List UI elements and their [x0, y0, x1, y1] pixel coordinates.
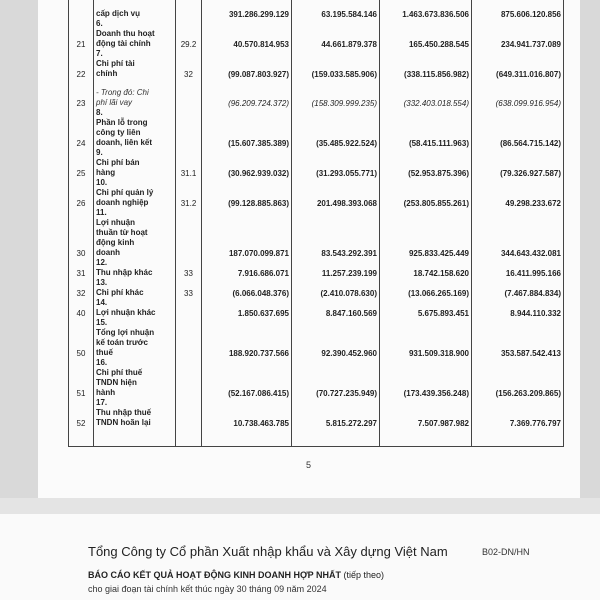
value-cell: (6.066.048.376)	[202, 278, 292, 298]
row-label-cell	[94, 79, 176, 108]
row-note	[176, 298, 202, 318]
row-label-cell	[94, 108, 176, 148]
value-cell: 63.195.584.146	[292, 0, 380, 19]
value-cell: 7.916.686.071	[202, 258, 292, 278]
value-cell: 1.463.673.836.506	[380, 0, 472, 19]
value-cell: 40.570.814.953	[202, 19, 292, 49]
row-note: 29.2	[176, 19, 202, 49]
value-cell: (7.467.884.834)	[472, 278, 564, 298]
table-row	[69, 298, 564, 318]
row-number: 7.	[96, 49, 103, 58]
row-note	[176, 208, 202, 258]
row-label: Phần lỗ trong công ty liên doanh, liên kết	[96, 118, 153, 147]
value-cell: 875.606.120.856	[472, 0, 564, 19]
row-label: Chi phí thuế TNDN hiện hành	[96, 368, 143, 397]
row-code: 21	[69, 19, 94, 49]
value-cell: (13.066.265.169)	[380, 278, 472, 298]
value-cell: 8.944.110.332	[472, 298, 564, 318]
table-row	[69, 178, 564, 208]
row-code: 52	[69, 398, 94, 428]
report-title	[88, 570, 384, 580]
value-cell: (70.727.235.949)	[292, 358, 380, 398]
row-code: 30	[69, 208, 94, 258]
value-cell: 18.742.158.620	[380, 258, 472, 278]
value-cell: 188.920.737.566	[202, 318, 292, 358]
value-cell	[472, 428, 564, 447]
row-note	[176, 358, 202, 398]
row-note: 33	[176, 278, 202, 298]
row-note: 32	[176, 49, 202, 79]
value-cell: (99.087.803.927)	[202, 49, 292, 79]
table-row	[69, 79, 564, 108]
value-cell: 7.369.776.797	[472, 398, 564, 428]
row-note	[176, 428, 202, 447]
value-cell: (31.293.055.771)	[292, 148, 380, 178]
row-number: 16.	[96, 358, 108, 367]
row-label-cell	[94, 278, 176, 298]
row-number: 10.	[96, 178, 108, 187]
row-label: Lợi nhuận khác	[96, 308, 156, 317]
row-label-cell	[94, 19, 176, 49]
table-row	[69, 108, 564, 148]
row-label-cell	[94, 428, 176, 447]
value-cell: (79.326.927.587)	[472, 148, 564, 178]
row-label-cell	[94, 358, 176, 398]
table-row	[69, 358, 564, 398]
value-cell: (253.805.855.261)	[380, 178, 472, 208]
value-cell: (2.410.078.630)	[292, 278, 380, 298]
value-cell: (638.099.916.954)	[472, 79, 564, 108]
row-code: 25	[69, 148, 94, 178]
row-number: 13.	[96, 278, 108, 287]
row-code: 32	[69, 278, 94, 298]
table-row	[69, 398, 564, 428]
table-row	[69, 19, 564, 49]
row-label: Chi phí quản lý doanh nghiệp	[96, 188, 154, 207]
row-label-cell	[94, 298, 176, 318]
value-cell: 49.298.233.672	[472, 178, 564, 208]
value-cell: (30.962.939.032)	[202, 148, 292, 178]
value-cell: (35.485.922.524)	[292, 108, 380, 148]
value-cell: (338.115.856.982)	[380, 49, 472, 79]
value-cell: 5.815.272.297	[292, 398, 380, 428]
value-cell: 187.070.099.871	[202, 208, 292, 258]
row-number: 9.	[96, 148, 103, 157]
row-label-cell	[94, 148, 176, 178]
table-row	[69, 258, 564, 278]
value-cell: 234.941.737.089	[472, 19, 564, 49]
table-row	[69, 148, 564, 178]
row-note: 31.2	[176, 178, 202, 208]
row-note: 31.1	[176, 148, 202, 178]
value-cell: (158.309.999.235)	[292, 79, 380, 108]
row-note	[176, 318, 202, 358]
value-cell: 7.507.987.982	[380, 398, 472, 428]
value-cell: 201.498.393.068	[292, 178, 380, 208]
row-note	[176, 108, 202, 148]
value-cell: (159.033.585.906)	[292, 49, 380, 79]
form-code: B02-DN/HN	[482, 547, 530, 557]
row-code: 40	[69, 298, 94, 318]
report-title-suffix: (tiếp theo)	[343, 570, 385, 580]
value-cell: 391.286.299.129	[202, 0, 292, 19]
value-cell: (99.128.885.863)	[202, 178, 292, 208]
table-row	[69, 318, 564, 358]
row-note	[176, 79, 202, 108]
value-cell: 8.847.160.569	[292, 298, 380, 318]
income-statement-table	[68, 0, 564, 447]
row-label-cell	[94, 318, 176, 358]
value-cell: 11.257.239.199	[292, 258, 380, 278]
row-label-cell	[94, 0, 176, 19]
row-note: 33	[176, 258, 202, 278]
row-code: 23	[69, 79, 94, 108]
row-label-cell	[94, 398, 176, 428]
value-cell: (332.403.018.554)	[380, 79, 472, 108]
row-code: 50	[69, 318, 94, 358]
value-cell: 92.390.452.960	[292, 318, 380, 358]
row-label-cell	[94, 178, 176, 208]
row-note	[176, 0, 202, 19]
row-label: Chi phí khác	[96, 288, 144, 297]
value-cell: 83.543.292.391	[292, 208, 380, 258]
table-row	[69, 208, 564, 258]
row-label: Thu nhập thuế TNDN hoãn lại	[96, 408, 152, 427]
row-number: 15.	[96, 318, 108, 327]
row-number: 6.	[96, 19, 103, 28]
value-cell: (86.564.715.142)	[472, 108, 564, 148]
row-code	[69, 428, 94, 447]
row-number: 12.	[96, 258, 108, 267]
value-cell: 931.509.318.900	[380, 318, 472, 358]
value-cell: (52.953.875.396)	[380, 148, 472, 178]
report-subtitle: cho giai đoạn tài chính kết thúc ngày 30 tháng 09 năm 2024	[88, 584, 327, 594]
row-label: Chi phí bán hàng	[96, 158, 140, 177]
row-label: - Trong đó: Chi phí lãi vay	[96, 88, 149, 107]
value-cell: (15.607.385.389)	[202, 108, 292, 148]
row-number: 14.	[96, 298, 108, 307]
value-cell: (649.311.016.807)	[472, 49, 564, 79]
table-row	[69, 49, 564, 79]
value-cell: 5.675.893.451	[380, 298, 472, 318]
table-row	[69, 428, 564, 447]
table-row	[69, 0, 564, 19]
value-cell: (173.439.356.248)	[380, 358, 472, 398]
row-label-cell	[94, 258, 176, 278]
value-cell: 353.587.542.413	[472, 318, 564, 358]
row-label: cấp dịch vụ	[96, 9, 141, 18]
value-cell	[292, 428, 380, 447]
value-cell: 165.450.288.545	[380, 19, 472, 49]
row-label-cell	[94, 208, 176, 258]
row-code: 51	[69, 358, 94, 398]
value-cell: 10.738.463.785	[202, 398, 292, 428]
value-cell: (96.209.724.372)	[202, 79, 292, 108]
table-row	[69, 278, 564, 298]
row-label: Thu nhập khác	[96, 268, 153, 277]
row-number: 11.	[96, 208, 107, 217]
row-code: 22	[69, 49, 94, 79]
value-cell: 44.661.879.378	[292, 19, 380, 49]
value-cell: 1.850.637.695	[202, 298, 292, 318]
row-number: 8.	[96, 108, 103, 117]
value-cell: (156.263.209.865)	[472, 358, 564, 398]
row-label: Doanh thu hoạt động tài chính	[96, 29, 155, 48]
page-gap	[0, 498, 600, 514]
value-cell: 925.833.425.449	[380, 208, 472, 258]
row-number: 17.	[96, 398, 108, 407]
row-label: Tổng lợi nhuận kế toán trước thuế	[96, 328, 155, 357]
company-name: Tổng Công ty Cổ phần Xuất nhập khẩu và Xây dựng Việt Nam	[88, 544, 448, 559]
row-code	[69, 0, 94, 19]
row-label-cell	[94, 49, 176, 79]
value-cell: 16.411.995.166	[472, 258, 564, 278]
row-note	[176, 398, 202, 428]
row-label: Lợi nhuận thuần từ hoạt động kinh doanh	[96, 218, 148, 257]
row-code: 31	[69, 258, 94, 278]
report-title-main: BÁO CÁO KẾT QUẢ HOẠT ĐỘNG KINH DOANH HỢP NHẤT	[88, 570, 342, 580]
value-cell: (52.167.086.415)	[202, 358, 292, 398]
value-cell: (58.415.111.963)	[380, 108, 472, 148]
value-cell	[202, 428, 292, 447]
value-cell: 344.643.432.081	[472, 208, 564, 258]
page-number: 5	[306, 460, 312, 470]
value-cell	[380, 428, 472, 447]
row-code: 24	[69, 108, 94, 148]
report-page	[38, 0, 580, 498]
row-code: 26	[69, 178, 94, 208]
row-label: Chi phí tài chính	[96, 59, 135, 78]
next-report-page	[0, 514, 600, 600]
